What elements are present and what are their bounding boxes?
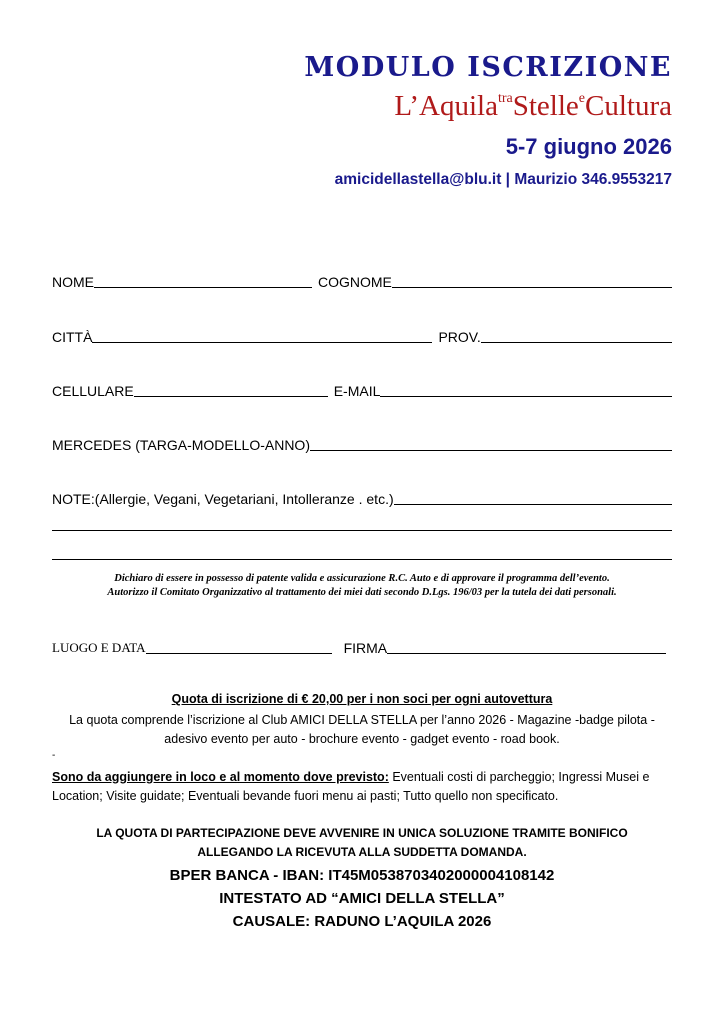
row-citta-prov xyxy=(52,325,672,345)
luogo-data-label: LUOGO E DATA xyxy=(52,640,146,655)
note-field-line-3[interactable] xyxy=(52,559,672,560)
prov-label: PROV. xyxy=(438,329,481,345)
cellulare-field[interactable] xyxy=(134,380,328,397)
extra-costs-body: Eventuali costi di parcheggio; Ingressi Musei e Location; Visite guidate; Eventuali bevande fuori menu ai pasti; Tutto quello non specificato. xyxy=(52,770,650,803)
cognome-field[interactable] xyxy=(392,271,672,288)
mercedes-label: MERCEDES (TARGA-MODELLO-ANNO) xyxy=(52,437,310,453)
bank-iban: BPER BANCA - IBAN: IT45M0538703402000004108142 xyxy=(169,867,555,884)
bank-details xyxy=(52,864,672,933)
nome-field[interactable] xyxy=(94,271,312,288)
separator-dash: - xyxy=(52,750,56,761)
row-luogo-firma xyxy=(52,636,672,656)
luogo-data-field[interactable] xyxy=(146,637,332,654)
cellulare-label: CELLULARE xyxy=(52,383,134,399)
mercedes-field[interactable] xyxy=(310,434,672,451)
citta-field[interactable] xyxy=(92,326,432,343)
declaration-line-1: Dichiaro di essere in possesso di patente valida e assicurazione R.C. Auto e di approvare il programma dell’evento. xyxy=(114,573,610,584)
payment-notice xyxy=(52,824,672,862)
payment-notice-line-1: LA QUOTA DI PARTECIPAZIONE DEVE AVVENIRE IN UNICA SOLUZIONE TRAMITE BONIFICO xyxy=(96,826,628,840)
note-field[interactable] xyxy=(394,488,672,505)
row-cellulare-email xyxy=(52,379,672,399)
row-note xyxy=(52,487,672,507)
event-name-aquila: L’Aquila xyxy=(394,90,498,122)
row-mercedes xyxy=(52,433,672,453)
contact-info: amicidellastella@blu.it | Maurizio 346.9553217 xyxy=(334,171,672,188)
citta-label: CITTÀ xyxy=(52,329,93,345)
row-nome-cognome xyxy=(52,270,672,290)
payment-notice-line-2: ALLEGANDO LA RICEVUTA ALLA SUDDETTA DOMANDA. xyxy=(197,845,527,859)
bank-beneficiary: INTESTATO AD “AMICI DELLA STELLA” xyxy=(219,890,505,907)
note-label: NOTE:(Allergie, Vegani, Vegetariani, Intolleranze . etc.) xyxy=(52,491,394,507)
event-name-tra: tra xyxy=(497,91,513,106)
note-field-line-2[interactable] xyxy=(52,530,672,531)
declaration-line-2: Autorizzo il Comitato Organizzativo al trattamento dei miei dati secondo D.Lgs. 196/03 per la tutela dei dati personali. xyxy=(107,587,617,598)
form-title: MODULO ISCRIZIONE xyxy=(304,52,672,83)
extra-costs-heading: Sono da aggiungere in loco e al momento dove previsto: xyxy=(52,770,389,784)
nome-label: NOME xyxy=(52,274,94,290)
extra-costs xyxy=(52,768,672,806)
event-name-cultura: Cultura xyxy=(585,90,672,122)
privacy-declaration xyxy=(52,572,672,600)
quota-description: La quota comprende l’iscrizione al Club AMICI DELLA STELLA per l’anno 2026 - Magazine -badge pilota - adesivo evento per auto - brochure evento - gadget evento - road book. xyxy=(69,713,655,746)
event-dates: 5-7 giugno 2026 xyxy=(505,134,672,159)
event-name xyxy=(394,90,672,123)
firma-label: FIRMA xyxy=(343,640,388,656)
cognome-label: COGNOME xyxy=(318,274,392,290)
bank-causale: CAUSALE: RADUNO L’AQUILA 2026 xyxy=(232,913,492,930)
event-name-stelle: Stelle xyxy=(512,90,579,122)
email-label: E-MAIL xyxy=(333,383,381,399)
event-name-e: e xyxy=(578,91,585,106)
firma-field[interactable] xyxy=(387,637,666,654)
prov-field[interactable] xyxy=(481,326,672,343)
quota-title: Quota di iscrizione di € 20,00 per i non soci per ogni autovettura xyxy=(171,692,553,706)
email-field[interactable] xyxy=(380,380,672,397)
